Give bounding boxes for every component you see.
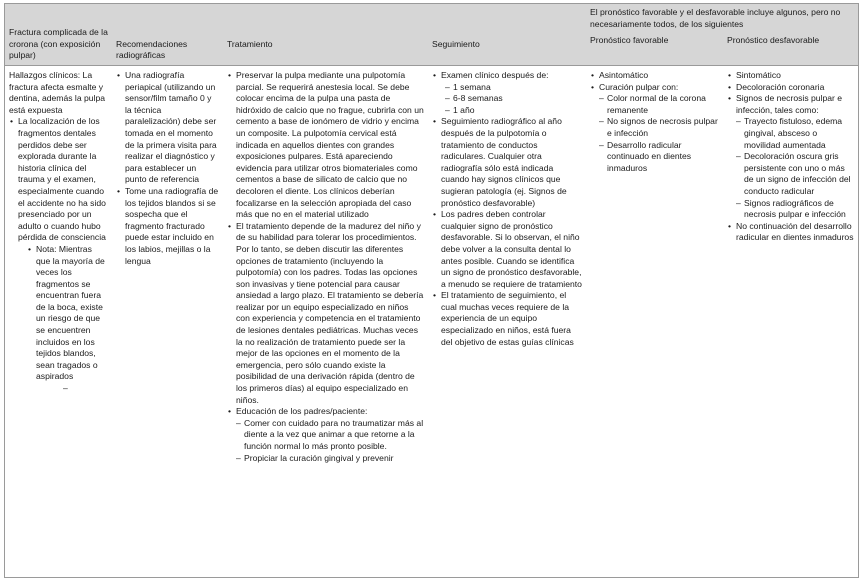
list-item <box>36 244 108 383</box>
list-item <box>441 116 582 209</box>
radiographic-signs-text: Signos radiográficos de necrosis pulpar e infección <box>744 197 846 220</box>
list-item <box>744 116 854 151</box>
normal-color-text: Color normal de la corona remanente <box>607 93 706 115</box>
header-followup-label: Seguimiento <box>432 39 480 50</box>
header-radiographic <box>112 4 223 66</box>
list-item <box>607 93 719 116</box>
cell-radiographic <box>112 66 223 467</box>
header-followup <box>428 4 586 66</box>
no-necrosis-text: No signos de necrosis pulpar e infección <box>607 116 718 138</box>
list-item <box>244 418 424 453</box>
list-item <box>736 221 854 244</box>
header-favorable <box>586 35 723 66</box>
list-item <box>236 406 424 464</box>
list-item <box>125 70 219 186</box>
list-item <box>744 198 854 221</box>
header-radiographic-label: Recomendaciones radiográficas <box>116 38 188 61</box>
header-treatment-label: Tratamiento <box>227 39 273 50</box>
time-2: 6-8 semanas <box>453 93 503 104</box>
list-item <box>736 82 854 94</box>
time-1: 1 semana <box>453 81 491 92</box>
header-fracture <box>5 4 112 66</box>
soft-tissue-text: Tome una radiografía de los tejidos blandos si se sospecha que el fragmento fracturado puede estar incluido en los labios, mejillas o la lengua <box>125 185 219 266</box>
asymptomatic-text: Asintomático <box>599 70 649 80</box>
symptomatic-text: Sintomático <box>736 70 781 80</box>
dash-mark: – <box>63 383 68 394</box>
cell-clinical-findings <box>5 66 112 467</box>
treatment-depends-text: El tratamiento depende de la madurez del niño y de su habilidad para tolerar los procedimientos. Por lo tanto, se deben discutir las diferentes opciones de tratamiento (incluyendo la pulpotomía) con los padres. Todas las opciones son invasivas y tiene potencial para causar ansiedad a largo plazo. El tratamiento se debería realizar por un equipo especializado en niños con experiencia y competencia en el tratamiento de lesiones dentales pediátricas. Muchas veces la no realización de tratamiento puede ser la mejor de las opciones en el momento de la emergencia, pero sólo cuando existe la posibilidad de una derivación rápida (dentro de los primeros días) al equipo especializado en niños. <box>236 220 424 405</box>
table-row <box>5 66 858 467</box>
gray-discoloration-text: Decoloración oscura gris persistente con uno o más de un signo de infección del conducto radicular <box>744 151 851 196</box>
header-prognosis-group-label: El pronóstico favorable y el desfavorable incluye algunos, pero no necesariamente todos, de los siguientes <box>590 7 841 29</box>
education-text: Educación de los padres/paciente: <box>236 406 368 417</box>
list-item <box>236 70 424 221</box>
no-root-development-text: No continuación del desarrollo radicular en dientes inmaduros <box>736 220 854 243</box>
header-prognosis-group <box>586 4 858 35</box>
list-item <box>441 209 582 290</box>
cell-treatment <box>223 66 428 467</box>
periapical-text: Una radiografía periapical (utilizando un sensor/film tamaño 0 y la técnica paralelización) debe ser tomada en el momento de la primera visita para realizar el diagnóstico y para establecer un punto de referencia <box>125 70 217 185</box>
list-item <box>453 82 582 94</box>
list-item <box>736 93 854 221</box>
fragment-location-text: La localización de los fragmentos dentales perdidos debe ser explorada durante la historia clínica del trauma y el examen, especialmente cuando el accidente no ha sido presenciado por un adulto o cuando hubo pérdida de consciencia <box>18 116 106 243</box>
table-frame <box>4 3 859 578</box>
sinus-tract-text: Trayecto fistuloso, edema gingival, absceso o movilidad aumentada <box>744 116 843 150</box>
list-item <box>441 290 582 348</box>
cell-favorable <box>586 66 723 467</box>
list-item <box>125 186 219 267</box>
pulp-healing-text: Curación pulpar con: <box>599 81 679 92</box>
parents-control-text: Los padres deben controlar cualquier signo de pronóstico desfavorable. Si lo observan, el niño debe volver a la consulta dental lo antes posible. Cuando se identifica un signo de pronóstico desfavorable, a menudo se requiere de tratamiento <box>441 209 582 289</box>
list-item <box>599 82 719 175</box>
list-item <box>244 453 424 465</box>
header-fracture-label: Fractura complicada de la crorona (con exposición pulpar) <box>9 27 108 61</box>
followup-treatment-text: El tratamiento de seguimiento, el cual muchas veces requiere de la experiencia de un equipo especializado en niños, está fuera del objetivo de estas guías clínicas <box>441 290 574 347</box>
exam-text: Examen clínico después de: <box>441 70 549 80</box>
cell-unfavorable <box>723 66 858 467</box>
eat-carefully-text: Comer con cuidado para no traumatizar más al diente a la vez que animar a que retorne a la función normal lo más pronto posible. <box>244 417 424 451</box>
list-item <box>599 70 719 82</box>
list-item <box>236 221 424 407</box>
list-item <box>453 105 582 117</box>
header-treatment <box>223 4 428 66</box>
time-3: 1 año <box>453 104 475 115</box>
header-unfavorable-label: Pronóstico desfavorable <box>727 34 820 45</box>
list-item <box>453 93 582 105</box>
header-unfavorable <box>723 35 858 66</box>
necrosis-signs-text: Signos de necrosis pulpar e infección, tales como: <box>736 93 843 115</box>
cell-followup <box>428 66 586 467</box>
clinical-findings-text: Hallazgos clínicos: La fractura afecta esmalte y dentina, además la pulpa está expuesta <box>9 70 106 115</box>
note-text: Nota: Mientras que la mayoría de veces los fragmentos se encuentran fuera de la boca, existe un riesgo de que se encuentren incluidos en los tejidos blandos, sean tragados o aspirados <box>36 243 105 382</box>
list-item <box>736 70 854 82</box>
pulpotomy-text: Preservar la pulpa mediante una pulpotomía parcial. Se requerirá anestesia local. Se debe colocar encima de la pulpa una pasta de hidróxido de calcio que no frague, cubrirla con un cemento a base de ionómero de vidrio y encima un composite. La pulpotomía cervical está indicada en aquellos dientes con grandes exposiciones pulpares. Está apareciendo evidencia para utilizar otros biomateriales como cementos a base de silicato de calcio que no decoloren el diente. Los clínicos deberían focalizarse en la selección apropiada del caso más que no en el material utilizado <box>236 70 424 220</box>
list-item <box>607 140 719 175</box>
crown-discoloration-text: Decoloración coronaria <box>736 81 825 92</box>
list-item <box>744 151 854 197</box>
trauma-guideline-table <box>5 4 858 466</box>
radiographic-followup-text: Seguimiento radiográfico al año después de la pulpotomía o tratamiento de conductos radiculares. Cualquier otra radiografía sólo está indicada cuando hay signos clínicos que sugieran patología (ej. Signos de pronóstico desfavorable) <box>441 116 567 208</box>
header-favorable-label: Pronóstico favorable <box>590 34 669 45</box>
list-item <box>607 116 719 139</box>
root-development-text: Desarrollo radicular continuado en dientes inmaduros <box>607 139 692 173</box>
gingival-healing-text: Propiciar la curación gingival y prevenir <box>244 452 394 463</box>
list-item <box>441 70 582 116</box>
list-item <box>18 116 108 383</box>
